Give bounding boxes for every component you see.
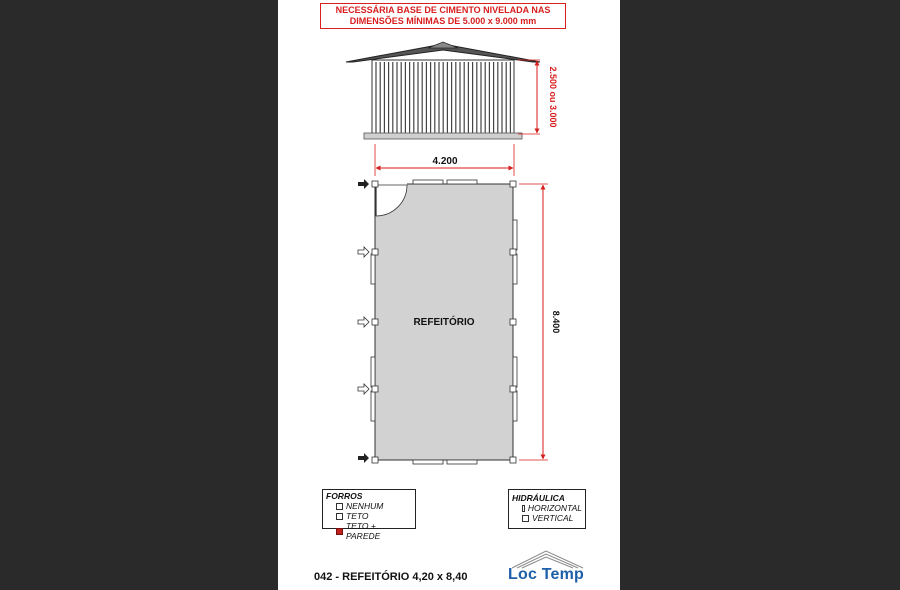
entry-arrow-icons <box>358 179 369 463</box>
checkbox-teto-parede[interactable] <box>336 528 343 535</box>
checkbox-teto[interactable] <box>336 513 343 520</box>
roof-top <box>428 42 458 48</box>
window-right-2 <box>513 254 517 284</box>
length-dimension <box>519 184 561 460</box>
hidraulica-option-vertical[interactable] <box>522 513 582 523</box>
length-dimension-label: 8.400 <box>551 310 561 334</box>
height-dimension <box>518 60 558 134</box>
forros-option-teto[interactable] <box>336 511 412 521</box>
front-elevation <box>346 42 540 139</box>
checkbox-horizontal[interactable] <box>522 505 525 512</box>
outline-arrow-icon <box>358 247 369 257</box>
option-label: TETO + PAREDE <box>345 521 381 541</box>
base-plinth <box>364 133 522 139</box>
floor-plan <box>358 179 517 464</box>
width-dimension <box>375 144 514 176</box>
drawing-caption: 042 - REFEITÓRIO 4,20 x 8,40 <box>314 571 468 583</box>
window-left-3 <box>371 391 375 421</box>
window-top-2 <box>447 180 477 184</box>
window-top-1 <box>413 180 443 184</box>
window-right-3 <box>513 357 517 387</box>
window-right-4 <box>513 391 517 421</box>
option-label: VERTICAL <box>532 513 574 523</box>
forros-title: FORROS <box>326 491 363 501</box>
notice-line-2: DIMENSÕES MÍNIMAS DE 5.000 x 9.000 mm <box>349 16 537 26</box>
outline-arrow-icon <box>358 384 369 394</box>
forros-option-nenhum[interactable] <box>336 501 412 511</box>
checkbox-nenhum[interactable] <box>336 503 343 510</box>
window-left-2 <box>371 357 375 387</box>
window-bottom-2 <box>447 460 477 464</box>
hidraulica-title: HIDRÁULICA <box>512 493 565 503</box>
option-label: HORIZONTAL <box>527 503 582 513</box>
option-label: TETO <box>346 511 369 521</box>
notice-line-1: NECESSÁRIA BASE DE CIMENTO NIVELADA NAS <box>335 5 551 15</box>
hidraulica-legend <box>508 489 586 529</box>
outline-arrow-icon <box>358 317 369 327</box>
height-dimension-label: 2.500 ou 3.000 <box>548 66 558 128</box>
loc-temp-logo-text: Loc Temp <box>508 566 584 583</box>
window-left-1 <box>371 254 375 284</box>
room-label: REFEITÓRIO <box>413 317 475 328</box>
width-dimension-label: 4.200 <box>432 156 458 167</box>
filled-arrow-icon <box>358 453 369 463</box>
window-bottom-1 <box>413 460 443 464</box>
hidraulica-option-horizontal[interactable] <box>522 503 582 513</box>
option-label: NENHUM <box>346 501 384 511</box>
forros-legend <box>322 489 416 541</box>
window-right-1 <box>513 220 517 250</box>
filled-arrow-icon <box>358 179 369 189</box>
checkbox-vertical[interactable] <box>522 515 529 522</box>
forros-option-teto-parede[interactable] <box>336 521 412 541</box>
